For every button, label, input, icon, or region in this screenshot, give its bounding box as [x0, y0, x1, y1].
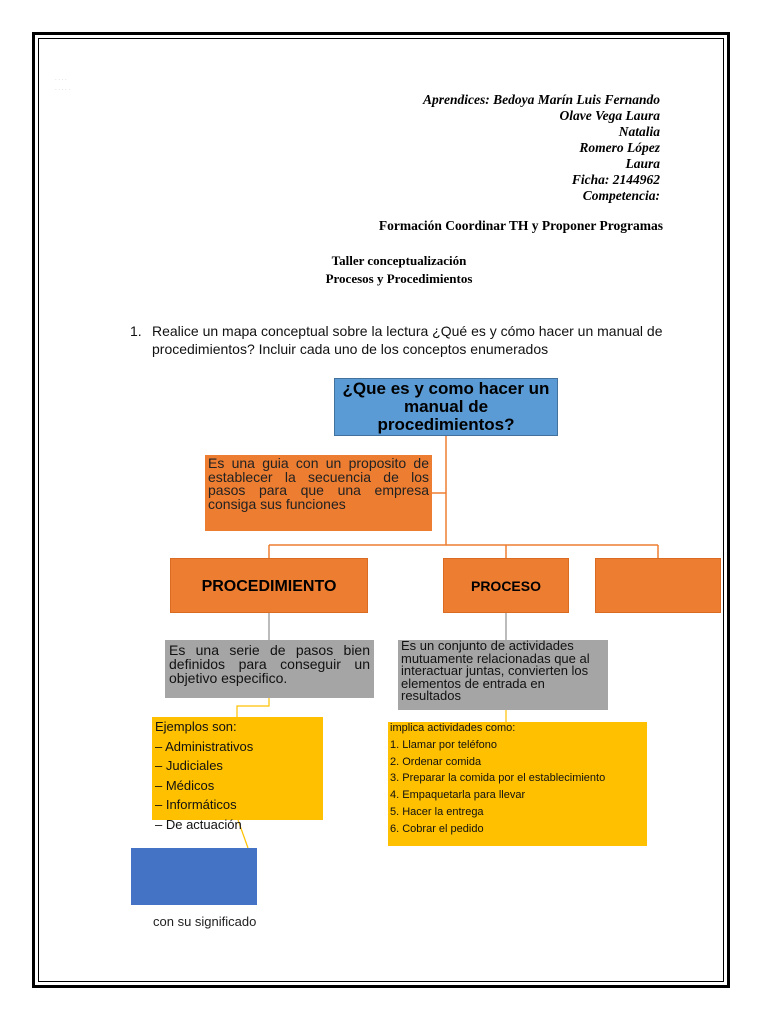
example-item: – Judiciales: [155, 758, 223, 774]
activities-title: implica actividades como:: [390, 722, 516, 734]
header-line: Aprendices: Bedoya Marín Luis Fernando: [422, 92, 660, 107]
examples-title: Ejemplos son:: [155, 719, 237, 734]
activity-item: 5. Hacer la entrega: [390, 805, 484, 818]
workshop-title: Taller conceptualización: [331, 253, 467, 268]
activity-item: 6. Cobrar el pedido: [390, 822, 484, 835]
procedimiento-box: PROCEDIMIENTO: [170, 558, 368, 613]
instruction-text: Realice un mapa conceptual sobre la lectura ¿Qué es y cómo hacer un manual de procedimientos? Incluir cada uno de los conceptos enumerados: [152, 323, 663, 357]
instruction-number: 1.: [130, 323, 142, 339]
example-item: – Informáticos: [155, 797, 237, 813]
example-item: – Administrativos: [155, 738, 254, 754]
competencia-title: Formación Coordinar TH y Proponer Programas: [378, 218, 663, 233]
header-line: Olave Vega Laura: [559, 108, 660, 123]
proceso-box: PROCESO: [443, 558, 569, 613]
activity-item: 4. Empaquetarla para llevar: [390, 789, 526, 802]
central-concept-box: ¿Que es y como hacer un manual de procedimientos?: [334, 378, 558, 436]
activity-item: 3. Preparar la comida por el establecimiento: [390, 772, 606, 785]
example-item: – De actuación: [155, 816, 242, 832]
faint-scan-marks: . . . . . . . . .: [55, 76, 71, 92]
empty-orange-box: [595, 558, 721, 613]
example-item: – Médicos: [155, 777, 215, 793]
header-line: Natalia: [618, 124, 660, 139]
header-line: Ficha: 2144962: [571, 172, 660, 187]
examples-box: [152, 717, 323, 832]
activities-box: [388, 722, 647, 846]
activity-item: 1. Llamar por teléfono: [390, 738, 498, 751]
proceso-definition-box: Es un conjunto de actividades mutuamente relacionadas que al interactuar juntas, convierten los elementos de entrada en resultados: [398, 640, 608, 710]
empty-blue-box: [131, 848, 257, 905]
workshop-subtitle: Procesos y Procedimientos: [325, 271, 473, 286]
definition-box: Es una guia con un proposito de establecer la secuencia de los pasos para que una empresa consiga sus funciones: [205, 455, 432, 531]
header-line: Romero López: [579, 140, 660, 155]
header-line: Laura: [625, 156, 660, 171]
activity-item: 2. Ordenar comida: [390, 755, 482, 768]
connector-line: [237, 698, 269, 717]
procedimiento-definition-box: Es una serie de pasos bien definidos para conseguir un objetivo especifico.: [165, 640, 374, 698]
header-line: Competencia:: [582, 188, 660, 203]
caption-text: con su significado: [153, 914, 257, 929]
